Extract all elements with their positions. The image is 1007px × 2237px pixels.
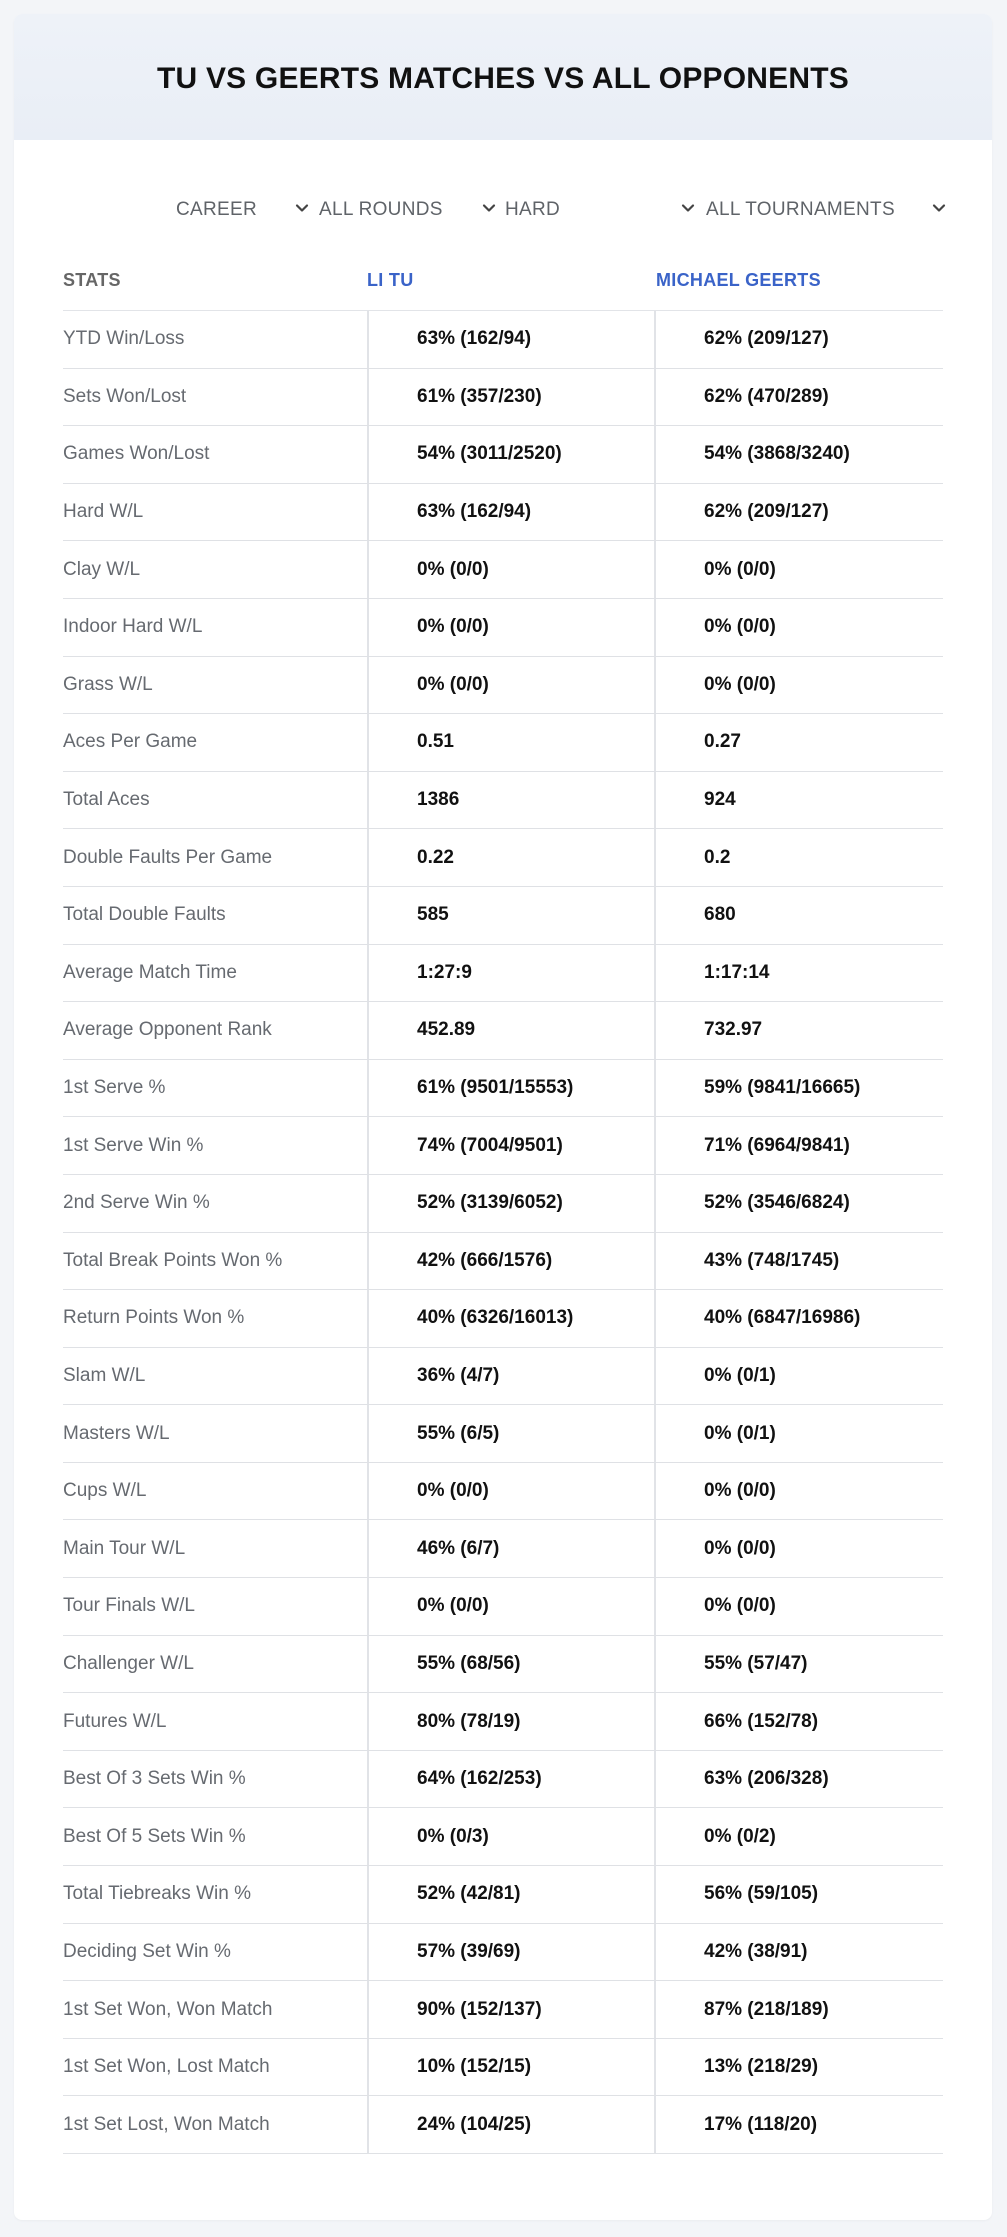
table-row [63, 2039, 943, 2097]
player1-stat-value: 55% (6/5) [367, 1405, 654, 1462]
player1-stat-value: 52% (3139/6052) [367, 1175, 654, 1232]
player1-stat-value: 585 [367, 887, 654, 944]
player1-stat-value: 54% (3011/2520) [367, 426, 654, 483]
player1-stat-value: 0% (0/0) [367, 1578, 654, 1635]
table-row [63, 1002, 943, 1060]
player2-stat-value: 0% (0/0) [654, 1463, 943, 1520]
stat-label: Deciding Set Win % [63, 1940, 231, 1962]
table-row [63, 945, 943, 1003]
tournaments-select-label: ALL TOURNAMENTS [706, 199, 895, 220]
rounds-select-label: ALL ROUNDS [319, 199, 443, 220]
chevron-down-icon [481, 200, 497, 216]
stat-label: 1st Set Won, Won Match [63, 1998, 273, 2020]
stat-label: Best Of 3 Sets Win % [63, 1768, 246, 1790]
filter-bar [14, 190, 992, 230]
stat-label: Slam W/L [63, 1364, 146, 1386]
player1-stat-value: 63% (162/94) [367, 484, 654, 541]
rounds-select[interactable] [319, 190, 499, 230]
table-header [63, 254, 943, 311]
player1-stat-value: 42% (666/1576) [367, 1233, 654, 1290]
table-row [63, 1866, 943, 1924]
stat-label: Double Faults Per Game [63, 846, 273, 868]
surface-select-label: HARD [505, 199, 561, 220]
stat-label: Total Break Points Won % [63, 1249, 283, 1271]
player2-stat-value: 0% (0/2) [654, 1808, 943, 1865]
table-row [63, 1348, 943, 1406]
player2-stat-value: 0% (0/0) [654, 1578, 943, 1635]
player2-stat-value: 87% (218/189) [654, 1981, 943, 2038]
table-row [63, 714, 943, 772]
player2-stat-value: 0% (0/0) [654, 599, 943, 656]
stat-label: Total Double Faults [63, 904, 226, 926]
stat-label: Clay W/L [63, 558, 141, 580]
player2-stat-value: 59% (9841/16665) [654, 1060, 943, 1117]
player1-stat-value: 1:27:9 [367, 945, 654, 1002]
player2-column-header[interactable]: MICHAEL GEERTS [656, 270, 821, 290]
stat-label: Best Of 5 Sets Win % [63, 1825, 246, 1847]
stat-label: Masters W/L [63, 1422, 170, 1444]
stat-label: Grass W/L [63, 673, 153, 695]
table-row [63, 1405, 943, 1463]
stat-label: 1st Set Lost, Won Match [63, 2113, 270, 2135]
stats-table-body [63, 311, 943, 2154]
table-row [63, 1117, 943, 1175]
player1-stat-value: 0% (0/0) [367, 541, 654, 598]
table-row [63, 772, 943, 830]
player2-stat-value: 0% (0/0) [654, 541, 943, 598]
player1-stat-value: 90% (152/137) [367, 1981, 654, 2038]
table-row [63, 599, 943, 657]
player2-stat-value: 0% (0/0) [654, 1520, 943, 1577]
player2-stat-value: 17% (118/20) [654, 2096, 943, 2153]
player2-stat-value: 0% (0/1) [654, 1405, 943, 1462]
stat-label: Average Opponent Rank [63, 1019, 272, 1041]
player1-stat-value: 0% (0/3) [367, 1808, 654, 1865]
player1-stat-value: 64% (162/253) [367, 1751, 654, 1808]
stat-label: YTD Win/Loss [63, 328, 185, 350]
player2-stat-value: 63% (206/328) [654, 1751, 943, 1808]
player1-stat-value: 55% (68/56) [367, 1636, 654, 1693]
stat-label: 2nd Serve Win % [63, 1192, 210, 1214]
player1-stat-value: 0.51 [367, 714, 654, 771]
player2-stat-value: 54% (3868/3240) [654, 426, 943, 483]
player2-stat-value: 62% (470/289) [654, 369, 943, 426]
table-row [63, 1924, 943, 1982]
table-row [63, 1981, 943, 2039]
chevron-down-icon [680, 200, 696, 216]
table-row [63, 1751, 943, 1809]
stat-label: 1st Serve % [63, 1077, 166, 1099]
player1-column-header[interactable]: LI TU [367, 270, 414, 290]
stat-label: Main Tour W/L [63, 1537, 186, 1559]
player2-stat-value: 0% (0/0) [654, 657, 943, 714]
table-row [63, 1175, 943, 1233]
player1-stat-value: 46% (6/7) [367, 1520, 654, 1577]
player2-stat-value: 55% (57/47) [654, 1636, 943, 1693]
card-header [14, 14, 992, 140]
stat-label: Total Aces [63, 789, 150, 811]
stats-column-header: STATS [63, 270, 121, 290]
table-row [63, 657, 943, 715]
player1-stat-value: 452.89 [367, 1002, 654, 1059]
player2-stat-value: 40% (6847/16986) [654, 1290, 943, 1347]
tournaments-select[interactable] [706, 190, 956, 230]
period-select-label: CAREER [176, 199, 257, 220]
player2-stat-value: 56% (59/105) [654, 1866, 943, 1923]
player1-stat-value: 36% (4/7) [367, 1348, 654, 1405]
player1-stat-value: 63% (162/94) [367, 311, 654, 368]
player2-stat-value: 1:17:14 [654, 945, 943, 1002]
table-row [63, 2096, 943, 2154]
stat-label: Sets Won/Lost [63, 385, 187, 407]
player1-stat-value: 52% (42/81) [367, 1866, 654, 1923]
player1-stat-value: 80% (78/19) [367, 1693, 654, 1750]
stat-label: Challenger W/L [63, 1652, 194, 1674]
player2-stat-value: 62% (209/127) [654, 484, 943, 541]
player2-stat-value: 43% (748/1745) [654, 1233, 943, 1290]
stat-label: Aces Per Game [63, 731, 198, 753]
table-row [63, 426, 943, 484]
stat-label: Average Match Time [63, 961, 237, 983]
player1-stat-value: 0% (0/0) [367, 1463, 654, 1520]
player1-stat-value: 61% (9501/15553) [367, 1060, 654, 1117]
stat-label: Futures W/L [63, 1710, 167, 1732]
player1-stat-value: 0% (0/0) [367, 599, 654, 656]
stats-card [14, 14, 992, 2220]
player2-stat-value: 924 [654, 772, 943, 829]
stat-label: Return Points Won % [63, 1307, 245, 1329]
table-row [63, 1520, 943, 1578]
player2-stat-value: 52% (3546/6824) [654, 1175, 943, 1232]
stat-label: Games Won/Lost [63, 443, 210, 465]
table-row [63, 1463, 943, 1521]
player1-stat-value: 74% (7004/9501) [367, 1117, 654, 1174]
player1-stat-value: 0% (0/0) [367, 657, 654, 714]
table-row [63, 311, 943, 369]
player2-stat-value: 732.97 [654, 1002, 943, 1059]
table-row [63, 484, 943, 542]
table-row [63, 1636, 943, 1694]
table-row [63, 1578, 943, 1636]
player1-stat-value: 24% (104/25) [367, 2096, 654, 2153]
table-row [63, 887, 943, 945]
chevron-down-icon [931, 200, 947, 216]
table-row [63, 1808, 943, 1866]
table-row [63, 829, 943, 887]
stat-label: Total Tiebreaks Win % [63, 1883, 251, 1905]
player2-stat-value: 71% (6964/9841) [654, 1117, 943, 1174]
player1-stat-value: 40% (6326/16013) [367, 1290, 654, 1347]
player1-stat-value: 61% (357/230) [367, 369, 654, 426]
table-row [63, 1233, 943, 1291]
stat-label: Hard W/L [63, 501, 144, 523]
table-row [63, 541, 943, 599]
stat-label: 1st Set Won, Lost Match [63, 2056, 270, 2078]
player2-stat-value: 62% (209/127) [654, 311, 943, 368]
player1-stat-value: 1386 [367, 772, 654, 829]
player1-stat-value: 0.22 [367, 829, 654, 886]
table-row [63, 1290, 943, 1348]
table-row [63, 1060, 943, 1118]
player2-stat-value: 0% (0/1) [654, 1348, 943, 1405]
table-row [63, 1693, 943, 1751]
stat-label: Cups W/L [63, 1480, 147, 1502]
player1-stat-value: 57% (39/69) [367, 1924, 654, 1981]
surface-select[interactable] [505, 190, 701, 230]
player2-stat-value: 680 [654, 887, 943, 944]
player2-stat-value: 0.27 [654, 714, 943, 771]
page-title: TU VS GEERTS MATCHES VS ALL OPPONENTS [157, 62, 849, 95]
stat-label: Indoor Hard W/L [63, 616, 203, 638]
stat-label: 1st Serve Win % [63, 1134, 204, 1156]
table-row [63, 369, 943, 427]
player2-stat-value: 42% (38/91) [654, 1924, 943, 1981]
player1-stat-value: 10% (152/15) [367, 2039, 654, 2096]
player2-stat-value: 66% (152/78) [654, 1693, 943, 1750]
player2-stat-value: 0.2 [654, 829, 943, 886]
stat-label: Tour Finals W/L [63, 1595, 195, 1617]
player2-stat-value: 13% (218/29) [654, 2039, 943, 2096]
chevron-down-icon [294, 200, 310, 216]
period-select[interactable] [176, 190, 318, 230]
